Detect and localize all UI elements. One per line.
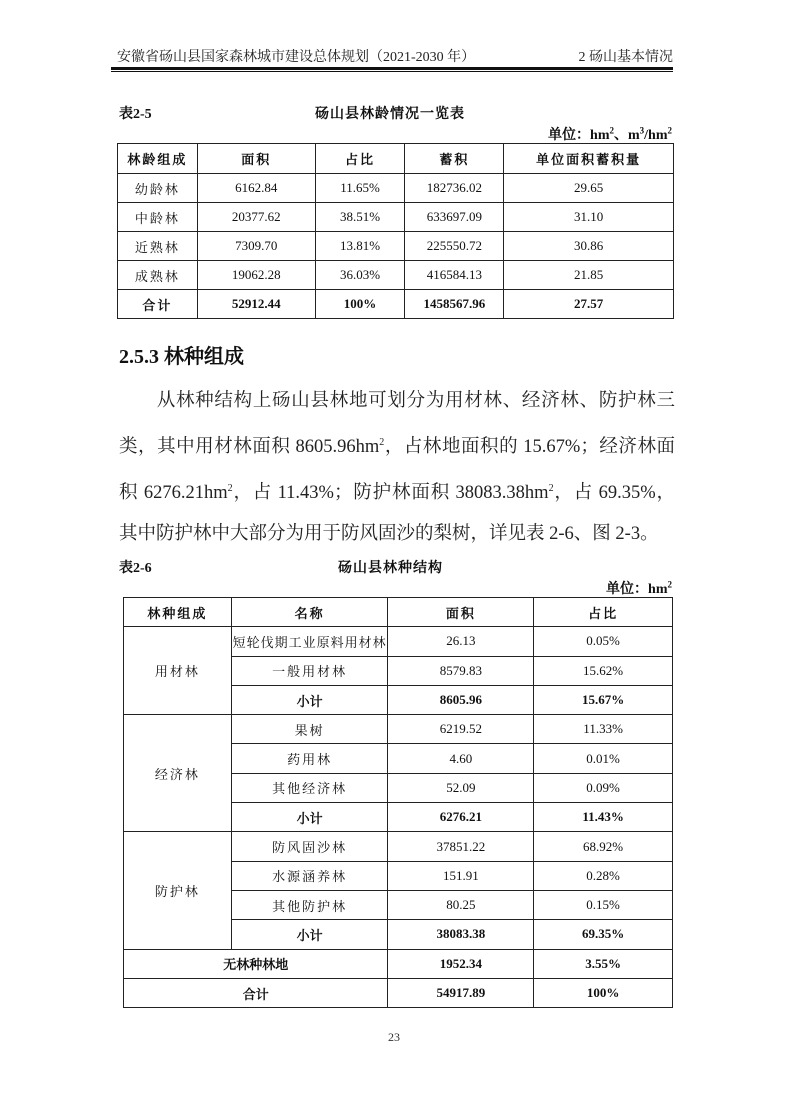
body-paragraph: 从林种结构上砀山县林地可划分为用材林、经济林、防护林三类，其中用材林面积 $8605.96hm^2$，占林地面积的 15.67%；经济林面积 $6276.21hm^2$，占 11.43%；防护林面积 $38083.38hm^2$，占 69.35%，其中防护林中大部分为用于防风固沙的梨树，详见表 2-6、图 2-3。 [119,391,675,545]
forest-type-table [123,597,673,1008]
cell: 633697.09 [405,203,504,232]
table-total-row [124,978,673,1007]
cell: 11.65% [315,174,405,203]
cell: 38.51% [315,203,405,232]
cell: 一般用材林 [231,656,388,685]
table-row [118,203,674,232]
cell: 6219.52 [388,715,534,744]
cell: 0.05% [534,627,673,656]
cell: 225550.72 [405,232,504,261]
cell: 药用林 [231,744,388,773]
cell: 小计 [231,803,388,832]
header-rule [111,67,673,72]
table2-number: 表2-6 [119,561,152,576]
cell: 0.01% [534,744,673,773]
column-header: 面积 [388,598,534,627]
cell: 38083.38 [388,920,534,949]
cell: 36.03% [315,261,405,290]
cell: 31.10 [504,203,674,232]
cell: 100% [534,978,673,1007]
cell: 幼龄林 [118,174,198,203]
cell: 21.85 [504,261,674,290]
cell: 54917.89 [388,978,534,1007]
table1-unit: 单位：$hm^2$、$m^3/hm^2$ [548,125,672,143]
cell: 20377.62 [197,203,315,232]
cell: 30.86 [504,232,674,261]
cell: 19062.28 [197,261,315,290]
page-number: 23 [388,1030,400,1044]
table-row [124,832,673,861]
column-header: 面积 [197,144,315,174]
cell: 416584.13 [405,261,504,290]
column-header: 名称 [231,598,388,627]
cell: 15.62% [534,656,673,685]
table-row [118,232,674,261]
cell: 52.09 [388,773,534,802]
cell: 52912.44 [197,290,315,319]
table2-unit: 单位：$hm^2$ [606,579,672,597]
cell: 小计 [231,920,388,949]
cell: 11.33% [534,715,673,744]
table-header-row [118,144,674,174]
cell: 8579.83 [388,656,534,685]
column-header: 蓄积 [405,144,504,174]
cell: 182736.02 [405,174,504,203]
cell: 0.28% [534,861,673,890]
cell: 68.92% [534,832,673,861]
group-label: 经济林 [124,715,232,832]
column-header: 占比 [534,598,673,627]
cell: 小计 [231,685,388,714]
cell: 6162.84 [197,174,315,203]
cell: 8605.96 [388,685,534,714]
cell: 短轮伐期工业原料用材林 [231,627,388,656]
column-header: 单位面积蓄积量 [504,144,674,174]
column-header: 占比 [315,144,405,174]
cell: 69.35% [534,920,673,949]
cell: 0.15% [534,890,673,919]
cell: 中龄林 [118,203,198,232]
table-row [118,174,674,203]
table-header-row [124,598,673,627]
cell: 无林种林地 [124,949,388,978]
cell: 成熟林 [118,261,198,290]
cell: 37851.22 [388,832,534,861]
section-heading: 2.5.3 林种组成 [119,346,244,368]
cell: 果树 [231,715,388,744]
cell: 水源涵养林 [231,861,388,890]
table1-number: 表2-5 [119,107,152,122]
no-type-row [124,949,673,978]
cell: 151.91 [388,861,534,890]
cell: 29.65 [504,174,674,203]
cell: 近熟林 [118,232,198,261]
cell: 4.60 [388,744,534,773]
cell: 0.09% [534,773,673,802]
cell: 26.13 [388,627,534,656]
forest-age-table [117,143,674,319]
cell: 27.57 [504,290,674,319]
cell: 3.55% [534,949,673,978]
cell: 其他经济林 [231,773,388,802]
cell: 1458567.96 [405,290,504,319]
cell: 7309.70 [197,232,315,261]
column-header: 林龄组成 [118,144,198,174]
cell: 其他防护林 [231,890,388,919]
cell: 合计 [118,290,198,319]
cell: 15.67% [534,685,673,714]
cell: 1952.34 [388,949,534,978]
cell: 100% [315,290,405,319]
group-label: 用材林 [124,627,232,715]
table1-title: 砀山县林龄情况一览表 [315,107,465,122]
column-header: 林种组成 [124,598,232,627]
cell: 11.43% [534,803,673,832]
table2-title: 砀山县林种结构 [338,561,443,576]
header-document-title: 安徽省砀山县国家森林城市建设总体规划（2021-2030 年） [117,50,476,65]
cell: 合计 [124,978,388,1007]
cell: 6276.21 [388,803,534,832]
table-row [124,627,673,656]
header-chapter-title: 2 砀山基本情况 [578,50,673,65]
cell: 防风固沙林 [231,832,388,861]
running-header [117,44,673,66]
group-label: 防护林 [124,832,232,949]
cell: 13.81% [315,232,405,261]
table-total-row [118,290,674,319]
cell: 80.25 [388,890,534,919]
table-row [118,261,674,290]
table-row [124,715,673,744]
